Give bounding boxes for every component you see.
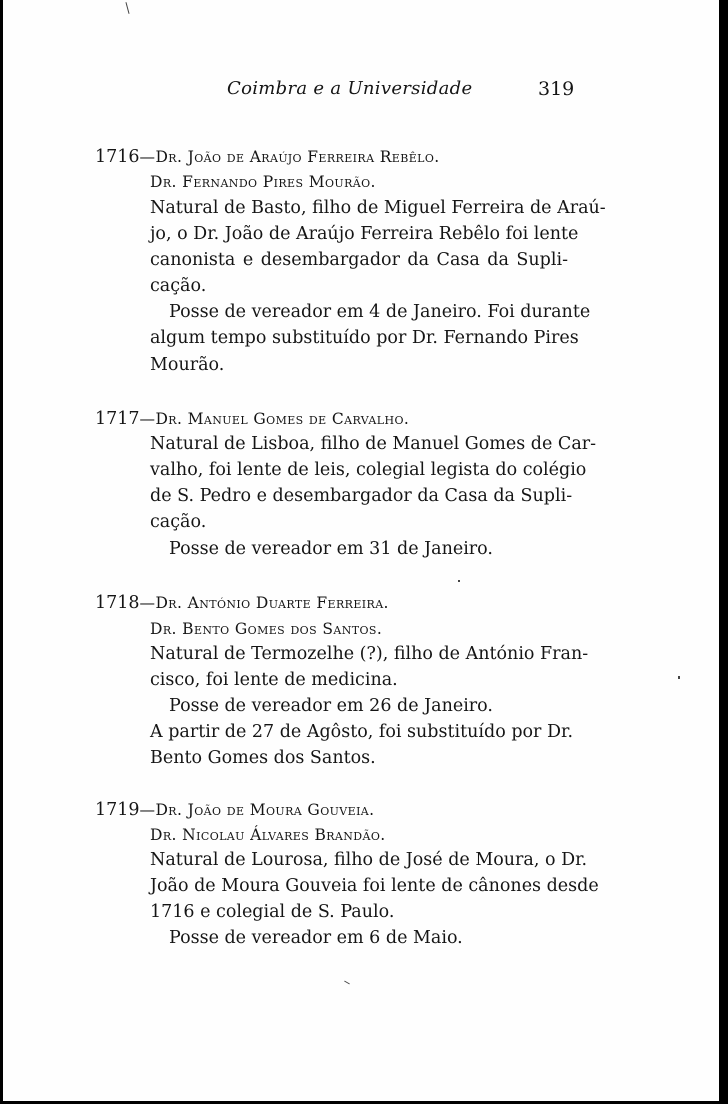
person-name: —Dr. João de Araújo Ferreira Rebêlo. xyxy=(139,148,440,166)
text-line: Natural de Termozelhe (?), filho de António Fran- xyxy=(150,644,589,664)
text-line: de S. Pedro e desembargador da Casa da Supli- xyxy=(150,486,573,506)
text-line: João de Moura Gouveia foi lente de cânones desde xyxy=(150,876,599,896)
entry-year: 1717 xyxy=(95,409,140,429)
person-name: Dr. Nicolau Álvares Brandão. xyxy=(150,826,386,844)
text-line: jo, o Dr. João de Araújo Ferreira Rebêlo foi lente xyxy=(150,224,579,244)
text-line: A partir de 27 de Agôsto, foi substituído por Dr. xyxy=(150,722,574,742)
text-line: cação. xyxy=(150,512,207,532)
print-speck xyxy=(125,2,129,14)
text-line: canonista e desembargador da Casa da Supli- xyxy=(150,250,568,270)
text-line: algum tempo substituído por Dr. Fernando Pires xyxy=(150,328,579,348)
text-line: 1716 e colegial de S. Paulo. xyxy=(150,902,395,922)
text-line: Posse de vereador em 4 de Janeiro. Foi durante xyxy=(169,302,591,322)
person-name: —Dr. António Duarte Ferreira. xyxy=(139,594,389,612)
person-name: Dr. Fernando Pires Mourão. xyxy=(150,173,376,191)
entry-heading xyxy=(95,408,409,430)
text-line: Natural de Lourosa, filho de José de Moura, o Dr. xyxy=(150,850,588,870)
page-number: 319 xyxy=(538,78,575,100)
text-line: cação. xyxy=(150,276,207,296)
person-name: —Dr. João de Moura Gouveia. xyxy=(139,801,375,819)
text-line: Posse de vereador em 31 de Janeiro. xyxy=(169,539,493,559)
print-speck xyxy=(344,981,350,985)
person-name: —Dr. Manuel Gomes de Carvalho. xyxy=(139,410,410,428)
text-line: Bento Gomes dos Santos. xyxy=(150,748,376,768)
entry-heading xyxy=(95,592,389,614)
entry-year: 1718 xyxy=(95,593,140,613)
running-title: Coimbra e a Universidade xyxy=(227,78,473,99)
entry-heading xyxy=(95,799,374,821)
text-line: Posse de vereador em 6 de Maio. xyxy=(169,928,463,948)
text-line: Posse de vereador em 26 de Janeiro. xyxy=(169,696,493,716)
text-line: cisco, foi lente de medicina. xyxy=(150,670,398,690)
person-name: Dr. Bento Gomes dos Santos. xyxy=(150,620,383,638)
entry-year: 1719 xyxy=(95,800,140,820)
text-line: Natural de Lisboa, filho de Manuel Gomes de Car- xyxy=(150,434,597,454)
text-line: valho, foi lente de leis, colegial legista do colégio xyxy=(150,460,587,480)
book-page xyxy=(3,0,719,1101)
entry-year: 1716 xyxy=(95,147,140,167)
entry-heading xyxy=(95,146,440,168)
print-speck xyxy=(678,676,680,679)
print-speck xyxy=(458,580,460,582)
page-header xyxy=(3,78,719,108)
text-line: Mourão. xyxy=(150,355,225,375)
text-line: Natural de Basto, filho de Miguel Ferreira de Araú- xyxy=(150,198,606,218)
